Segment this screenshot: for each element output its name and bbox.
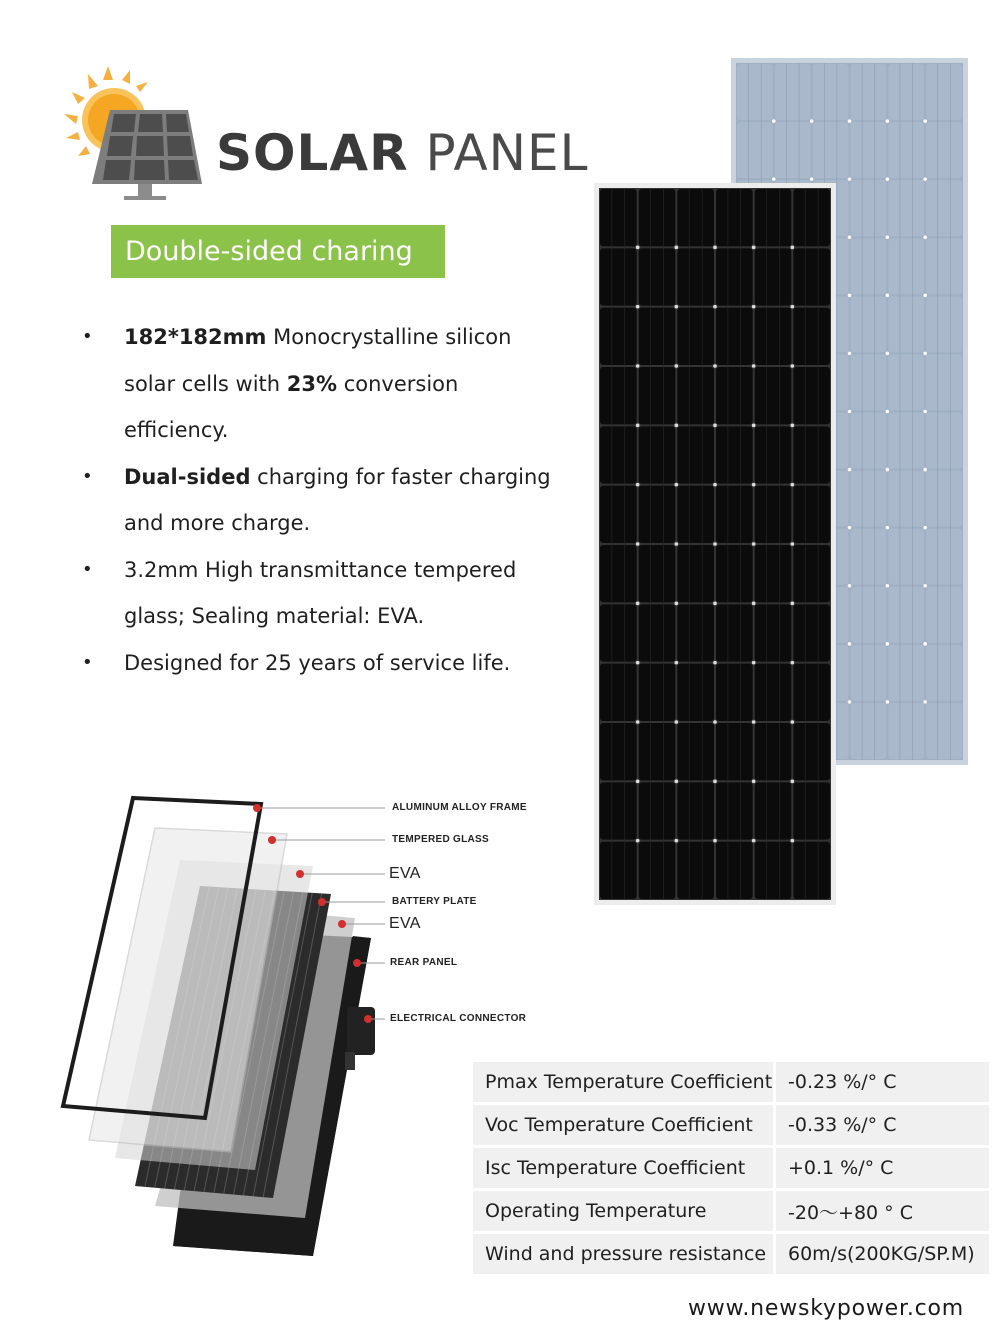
feature-body: charging for faster charging and more charge. <box>124 464 551 535</box>
feature-body: 3.2mm High transmittance tempered glass; Sealing material: EVA. <box>124 557 517 628</box>
feature-list <box>82 314 552 686</box>
feature-item <box>82 314 552 454</box>
feature-highlight: Dual-sided <box>124 464 251 489</box>
feature-item <box>82 454 552 547</box>
marker-dot <box>296 870 304 878</box>
label-battery: BATTERY PLATE <box>392 896 477 907</box>
label-rear: REAR PANEL <box>390 957 458 968</box>
spec-row <box>473 1191 989 1234</box>
feature-text <box>124 314 552 454</box>
title-light: PANEL <box>425 124 589 182</box>
marker-dot <box>338 920 346 928</box>
spec-row <box>473 1062 989 1105</box>
feature-body: conversion efficiency. <box>124 371 459 442</box>
spec-row <box>473 1148 989 1191</box>
connector-shape <box>347 1007 375 1055</box>
solar-panel-front-image <box>594 183 836 905</box>
feature-body: Monocrystalline silicon solar cells with <box>124 325 512 396</box>
spec-value: -20～+80 ° C <box>773 1191 989 1234</box>
marker-dot <box>353 959 361 967</box>
feature-highlight: 182*182mm <box>124 325 267 349</box>
spec-key: Isc Temperature Coefficient <box>473 1148 773 1191</box>
feature-item <box>82 547 552 640</box>
exploded-layer-diagram <box>55 790 535 1260</box>
feature-body: Designed for 25 years of service life. <box>124 650 511 675</box>
label-frame: ALUMINUM ALLOY FRAME <box>392 802 527 813</box>
page-title <box>216 124 589 182</box>
label-eva-2: EVA <box>389 915 421 932</box>
label-glass: TEMPERED GLASS <box>392 834 489 845</box>
spec-value: -0.33 %/° C <box>773 1105 989 1148</box>
spec-key: Wind and pressure resistance <box>473 1234 773 1277</box>
title-bold: SOLAR <box>216 124 409 182</box>
marker-dot <box>268 836 276 844</box>
bullet-dot: • <box>82 651 93 673</box>
spec-value: -0.23 %/° C <box>773 1062 989 1105</box>
feature-text <box>124 640 510 687</box>
spec-value: 60m/s(200KG/SP.M) <box>773 1234 989 1277</box>
feature-text <box>124 547 552 640</box>
spec-key: Pmax Temperature Coefficient <box>473 1062 773 1105</box>
spec-key: Operating Temperature <box>473 1191 773 1234</box>
marker-dot <box>253 804 261 812</box>
feature-text <box>124 454 552 547</box>
bullet-dot: • <box>82 326 93 347</box>
label-eva-1: EVA <box>389 865 421 882</box>
spec-value: +0.1 %/° C <box>773 1148 989 1191</box>
feature-item <box>82 640 552 687</box>
website-url: www.newskypower.com <box>688 1296 965 1321</box>
bullet-dot: • <box>82 558 93 580</box>
subtitle-banner: Double-sided charing <box>111 225 445 278</box>
spec-key: Voc Temperature Coefficient <box>473 1105 773 1148</box>
exploded-drawing <box>55 790 535 1260</box>
solar-logo-icon <box>52 62 212 202</box>
feature-highlight: 23% <box>286 371 338 396</box>
bullet-dot: • <box>82 465 93 487</box>
label-connector: ELECTRICAL CONNECTOR <box>390 1013 527 1024</box>
spec-row <box>473 1105 989 1148</box>
marker-dot <box>364 1015 372 1023</box>
spec-row <box>473 1234 989 1277</box>
spec-table <box>473 1062 989 1277</box>
marker-dot <box>318 898 326 906</box>
